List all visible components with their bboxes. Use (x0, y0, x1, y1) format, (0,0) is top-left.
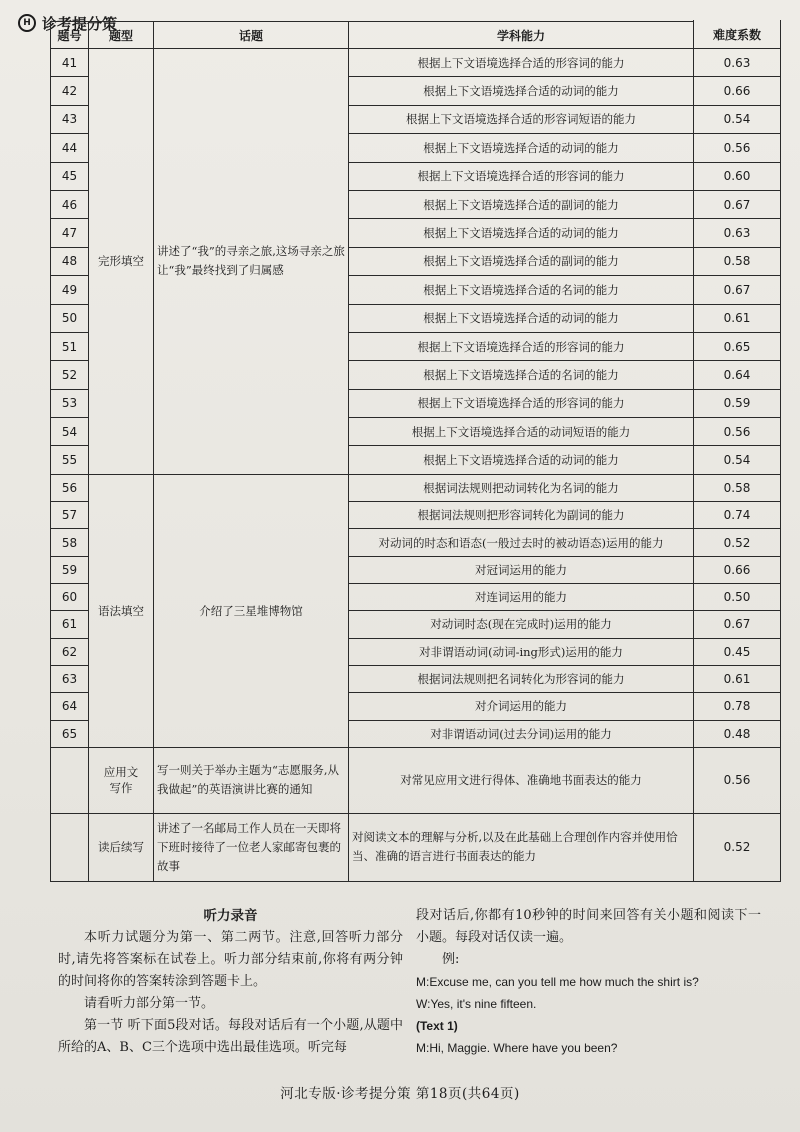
topic-continuation: 讲述了一名邮局工作人员在一天即将下班时接待了一位老人家邮寄包裹的故事 (154, 813, 349, 881)
topic-grammar: 介绍了三星堆博物馆 (154, 474, 349, 747)
listening-instruction: 请看听力部分第一节。 (84, 996, 215, 1011)
ability: 根据上下文语境选择合适的形容词的能力 (349, 162, 694, 190)
question-number: 48 (51, 247, 89, 275)
example-man-line: M:Excuse me, can you tell me how much the shirt is? (416, 975, 699, 989)
text1-man-line: M:Hi, Maggie. Where have you been? (416, 1041, 618, 1055)
question-number: 62 (51, 638, 89, 665)
difficulty: 0.63 (694, 49, 781, 77)
difficulty: 0.59 (694, 389, 781, 417)
question-number: 47 (51, 219, 89, 247)
difficulty: 0.67 (694, 611, 781, 638)
question-number: 45 (51, 162, 89, 190)
listening-intro: 本听力试题分为第一、第二两节。注意,回答听力部分时,请先将答案标在试卷上。听力部分结束前,你将有两分钟的时间将你的答案转涂到答题卡上。 (58, 930, 403, 989)
listening-section-one: 第一节 听下面5段对话。每段对话后有一个小题,从题中所给的A、B、C三个选项中选出最佳选项。听完每 (58, 1018, 403, 1055)
question-number: 53 (51, 389, 89, 417)
difficulty: 0.58 (694, 474, 781, 501)
question-type-cloze: 完形填空 (89, 49, 154, 475)
difficulty: 0.61 (694, 304, 781, 332)
table-row (51, 49, 781, 77)
header-type: 题型 (89, 22, 154, 49)
ability: 对动词的时态和语态(一般过去时的被动语态)运用的能力 (349, 529, 694, 556)
difficulty: 0.56 (694, 134, 781, 162)
difficulty: 0.48 (694, 720, 781, 747)
page-footer: 河北专版·诊考提分策 第18页(共64页) (280, 1086, 520, 1102)
ability-continuation: 对阅读文本的理解与分析,以及在此基础上合理创作内容并使用恰当、准确的语言进行书面表达的能力 (349, 813, 694, 881)
question-number: 65 (51, 720, 89, 747)
question-number: 42 (51, 77, 89, 105)
row-num-empty (51, 813, 89, 881)
type-writing: 应用文 写作 (89, 747, 154, 813)
difficulty: 0.52 (694, 529, 781, 556)
difficulty: 0.60 (694, 162, 781, 190)
ability: 根据上下文语境选择合适的形容词的能力 (349, 389, 694, 417)
brand-logo-icon: H (18, 14, 36, 32)
question-number: 60 (51, 584, 89, 611)
listening-right-column (416, 905, 761, 1059)
question-number: 41 (51, 49, 89, 77)
brand-name: 诊考提分策 (42, 14, 118, 33)
ability: 根据上下文语境选择合适的形容词的能力 (349, 49, 694, 77)
question-number: 64 (51, 693, 89, 720)
difficulty-writing: 0.56 (694, 747, 781, 813)
question-number: 61 (51, 611, 89, 638)
header-ability: 学科能力 (349, 22, 694, 49)
ability: 对非谓语动词(过去分词)运用的能力 (349, 720, 694, 747)
row-num-empty (51, 747, 89, 813)
ability: 根据词法规则把形容词转化为副词的能力 (349, 502, 694, 529)
question-number: 56 (51, 474, 89, 501)
question-number: 57 (51, 502, 89, 529)
topic-writing: 写一则关于举办主题为“志愿服务,从我做起”的英语演讲比赛的通知 (154, 747, 349, 813)
difficulty: 0.56 (694, 418, 781, 446)
table-row-writing (51, 747, 781, 813)
question-type-grammar: 语法填空 (89, 474, 154, 747)
difficulty: 0.50 (694, 584, 781, 611)
listening-title: 听力录音 (203, 908, 258, 924)
ability: 根据上下文语境选择合适的动词的能力 (349, 219, 694, 247)
difficulty: 0.64 (694, 361, 781, 389)
question-number: 43 (51, 105, 89, 133)
header-difficulty: 难度系数 (694, 20, 781, 49)
difficulty: 0.45 (694, 638, 781, 665)
question-number: 51 (51, 332, 89, 360)
question-number: 59 (51, 556, 89, 583)
difficulty: 0.74 (694, 502, 781, 529)
ability: 根据词法规则把名词转化为形容词的能力 (349, 665, 694, 692)
type-continuation: 读后续写 (89, 813, 154, 881)
difficulty: 0.66 (694, 77, 781, 105)
question-number: 54 (51, 418, 89, 446)
difficulty: 0.78 (694, 693, 781, 720)
question-number: 52 (51, 361, 89, 389)
ability: 对冠词运用的能力 (349, 556, 694, 583)
ability: 根据上下文语境选择合适的动词的能力 (349, 134, 694, 162)
header-topic: 话题 (154, 22, 349, 49)
header-num: 题号 (51, 22, 89, 49)
question-number: 50 (51, 304, 89, 332)
ability: 根据词法规则把动词转化为名词的能力 (349, 474, 694, 501)
listening-left-column (58, 905, 403, 1059)
question-number: 55 (51, 446, 89, 474)
ability: 对介词运用的能力 (349, 693, 694, 720)
question-number: 58 (51, 529, 89, 556)
listening-continued: 段对话后,你都有10秒钟的时间来回答有关小题和阅读下一小题。每段对话仅读一遍。 (416, 908, 761, 945)
ability: 对动词时态(现在完成时)运用的能力 (349, 611, 694, 638)
difficulty: 0.54 (694, 446, 781, 474)
difficulty-continuation: 0.52 (694, 813, 781, 881)
ability: 根据上下文语境选择合适的形容词的能力 (349, 332, 694, 360)
ability: 根据上下文语境选择合适的名词的能力 (349, 276, 694, 304)
ability: 根据上下文语境选择合适的动词的能力 (349, 304, 694, 332)
question-number: 46 (51, 190, 89, 218)
ability: 根据上下文语境选择合适的名词的能力 (349, 361, 694, 389)
question-number: 44 (51, 134, 89, 162)
ability: 根据上下文语境选择合适的副词的能力 (349, 190, 694, 218)
difficulty: 0.67 (694, 276, 781, 304)
ability: 根据上下文语境选择合适的形容词短语的能力 (349, 105, 694, 133)
table-row (51, 474, 781, 501)
difficulty: 0.66 (694, 556, 781, 583)
ability: 对非谓语动词(动词-ing形式)运用的能力 (349, 638, 694, 665)
difficulty: 0.67 (694, 190, 781, 218)
text1-label: (Text 1) (416, 1019, 458, 1033)
topic-cloze: 讲述了“我”的寻亲之旅,这场寻亲之旅让“我”最终找到了归属感 (154, 49, 349, 475)
difficulty: 0.58 (694, 247, 781, 275)
ability: 根据上下文语境选择合适的副词的能力 (349, 247, 694, 275)
listening-section (58, 905, 778, 1075)
example-label: 例: (442, 952, 460, 967)
difficulty: 0.54 (694, 105, 781, 133)
ability: 根据上下文语境选择合适的动词的能力 (349, 77, 694, 105)
ability: 根据上下文语境选择合适的动词短语的能力 (349, 418, 694, 446)
difficulty: 0.63 (694, 219, 781, 247)
difficulty-table (50, 20, 781, 882)
table-row-continuation (51, 813, 781, 881)
example-woman-line: W:Yes, it's nine fifteen. (416, 997, 537, 1011)
question-number: 63 (51, 665, 89, 692)
difficulty: 0.61 (694, 665, 781, 692)
question-number: 49 (51, 276, 89, 304)
ability-writing: 对常见应用文进行得体、准确地书面表达的能力 (349, 747, 694, 813)
ability: 根据上下文语境选择合适的动词的能力 (349, 446, 694, 474)
difficulty: 0.65 (694, 332, 781, 360)
ability: 对连词运用的能力 (349, 584, 694, 611)
